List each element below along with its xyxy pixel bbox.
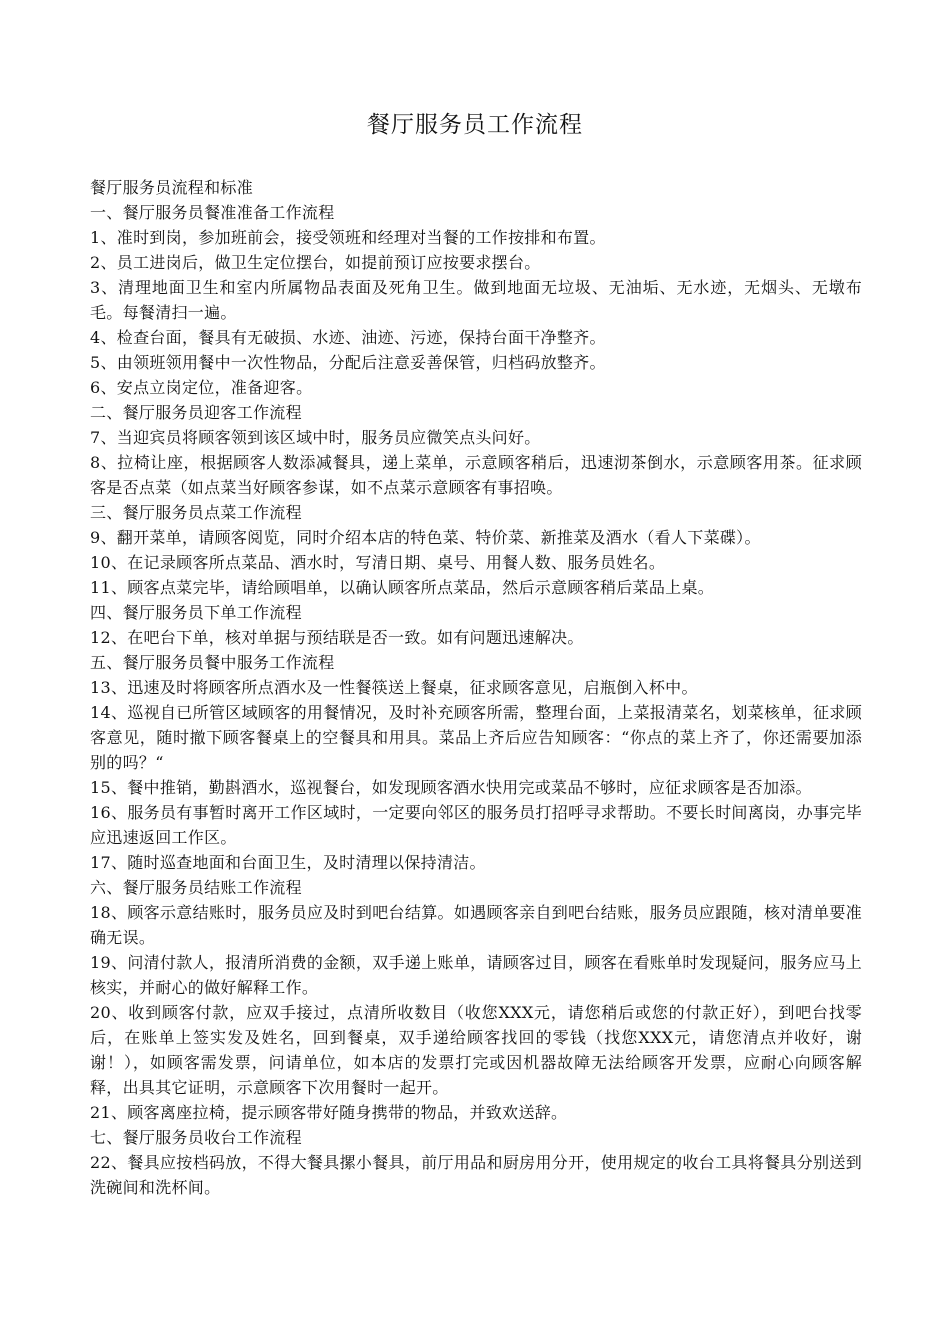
section-heading: 一、餐厅服务员餐准准备工作流程 <box>90 203 335 222</box>
paragraph: 7、当迎宾员将顾客领到该区域中时，服务员应微笑点头问好。 <box>90 428 541 447</box>
paragraph: 20、收到顾客付款，应双手接过，点清所收数目（收您XXX元，请您稍后或您的付款正好），到吧台找零后，在账单上签实发及姓名，回到餐桌，双手递给顾客找回的零钱（找您XXX元，请您清点并收好，谢谢！），如顾客需发票，问请单位，如本店的发票打完或因机器故障无法给顾客开发票，应耐心向顾客解释，出具其它证明，示意顾客下次用餐时一起开。 <box>90 1003 862 1097</box>
section-heading: 五、餐厅服务员餐中服务工作流程 <box>90 653 335 672</box>
section-heading: 餐厅服务员流程和标准 <box>90 178 254 197</box>
section-heading: 四、餐厅服务员下单工作流程 <box>90 603 302 622</box>
paragraph: 6、安点立岗定位，准备迎客。 <box>90 378 313 397</box>
paragraph: 8、拉椅让座，根据顾客人数添减餐具，递上菜单，示意顾客稍后，迅速沏茶倒水，示意顾客用茶。征求顾客是否点菜（如点菜当好顾客参谋，如不点菜示意顾客有事招唤。 <box>90 453 862 497</box>
document-title: 餐厅服务员工作流程 <box>367 112 583 138</box>
section-heading: 三、餐厅服务员点菜工作流程 <box>90 503 302 522</box>
paragraph: 13、迅速及时将顾客所点酒水及一性餐筷送上餐桌，征求顾客意见，启瓶倒入杯中。 <box>90 678 698 697</box>
section-heading: 二、餐厅服务员迎客工作流程 <box>90 403 302 422</box>
paragraph: 11、顾客点菜完毕，请给顾唱单，以确认顾客所点菜品，然后示意顾客稍后菜品上桌。 <box>90 578 715 597</box>
paragraph: 1、准时到岗，参加班前会，接受领班和经理对当餐的工作按排和布置。 <box>90 228 606 247</box>
paragraph: 19、问清付款人，报清所消费的金额，双手递上账单，请顾客过目，顾客在看账单时发现疑问，服务应马上核实，并耐心的做好解释工作。 <box>90 953 862 997</box>
paragraph: 21、顾客离座拉椅，提示顾客带好随身携带的物品，并致欢送辞。 <box>90 1103 568 1122</box>
paragraph: 15、餐中推销，勤斟酒水，巡视餐台，如发现顾客酒水快用完或菜品不够时，应征求顾客是否加添。 <box>90 778 812 797</box>
paragraph: 4、检查台面，餐具有无破损、水迹、油迹、污迹，保持台面干净整齐。 <box>90 328 606 347</box>
paragraph: 10、在记录顾客所点菜品、酒水时，写清日期、桌号、用餐人数、服务员姓名。 <box>90 553 666 572</box>
paragraph: 3、清理地面卫生和室内所属物品表面及死角卫生。做到地面无垃圾、无油垢、无水迹，无烟头、无墩布毛。每餐清扫一遍。 <box>90 278 862 322</box>
paragraph: 5、由领班领用餐中一次性物品，分配后注意妥善保管，归档码放整齐。 <box>90 353 606 372</box>
section-heading: 六、餐厅服务员结账工作流程 <box>90 878 302 897</box>
paragraph: 16、服务员有事暂时离开工作区域时，一定要向邻区的服务员打招呼寻求帮助。不要长时间离岗，办事完毕应迅速返回工作区。 <box>90 803 862 847</box>
paragraph: 12、在吧台下单，核对单据与预结联是否一致。如有问题迅速解决。 <box>90 628 584 647</box>
paragraph: 22、餐具应按档码放，不得大餐具摞小餐具，前厅用品和厨房用分开，使用规定的收台工具将餐具分别送到洗碗间和洗杯间。 <box>90 1153 862 1197</box>
document-body <box>90 175 862 1200</box>
paragraph: 2、员工进岗后，做卫生定位摆台，如提前预订应按要求摆台。 <box>90 253 541 272</box>
paragraph: 18、顾客示意结账时，服务员应及时到吧台结算。如遇顾客亲自到吧台结账，服务员应跟随，核对清单要准确无误。 <box>90 903 862 947</box>
paragraph: 9、翻开菜单，请顾客阅览，同时介绍本店的特色菜、特价菜、新推菜及酒水（看人下菜碟）。 <box>90 528 761 547</box>
paragraph: 17、随时巡查地面和台面卫生，及时清理以保持清洁。 <box>90 853 486 872</box>
paragraph: 14、巡视自已所管区域顾客的用餐情况，及时补充顾客所需，整理台面，上菜报清菜名，划菜核单，征求顾客意见，随时撤下顾客餐桌上的空餐具和用具。菜品上齐后应告知顾客：“你点的菜上齐了，你还需要加添别的吗？“ <box>90 703 862 772</box>
section-heading: 七、餐厅服务员收台工作流程 <box>90 1128 302 1147</box>
